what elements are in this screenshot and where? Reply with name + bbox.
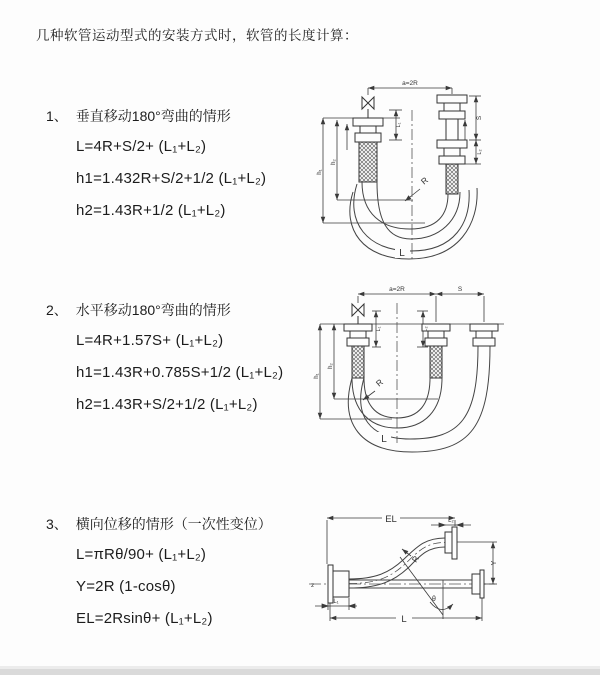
dim-label-r: R [418, 174, 430, 187]
section-3-number: 3、 [46, 516, 68, 532]
dim-label-l1: L₁ [376, 326, 382, 332]
section-1-number: 1、 [46, 108, 68, 124]
section-3-title: 横向位移的情形（一次性变位） [75, 516, 272, 532]
lateral-displacement-drawing [303, 502, 503, 648]
section-2-heading [46, 300, 283, 320]
dim-label-l-total: L [401, 614, 407, 625]
formula-line: EL=2Rsinθ+ (L₁+L₂) [76, 609, 213, 627]
dim-label-a2r: a=2R [389, 286, 405, 293]
dim-label-h1: h₁ [317, 169, 323, 175]
section-1-title: 垂直移动180°弯曲的情形 [75, 108, 231, 124]
section-2-formulas [46, 324, 283, 420]
dim-label-h1: h₁ [314, 373, 320, 379]
lower-flange-fitting [472, 570, 484, 598]
dim-label-r: R [410, 554, 421, 565]
formula-line: h2=1.43R+S/2+1/2 (L₁+L₂) [76, 395, 258, 413]
dim-label-s: S [457, 286, 463, 293]
left-flange-fitting [353, 118, 383, 182]
section-1-formulas [46, 130, 266, 226]
scan-edge [0, 669, 600, 675]
right-flange-fitting [437, 95, 467, 194]
diagram-lateral-displacement [303, 502, 503, 648]
right-flange-fitting [470, 324, 498, 346]
dim-label-r: R [373, 376, 385, 389]
dim-label-a2r: a=2R [402, 80, 418, 87]
dim-label-y: Y [491, 560, 498, 566]
valve-icon [362, 97, 374, 118]
formula-line: L=4R+S/2+ (L₁+L₂) [76, 137, 207, 155]
formula-line: h1=1.432R+S/2+1/2 (L₁+L₂) [76, 169, 267, 187]
section-1-heading [46, 106, 266, 126]
braided-hose-section [446, 164, 458, 194]
braided-hose-section [430, 346, 442, 378]
formula-line: h2=1.43R+1/2 (L₁+L₂) [76, 201, 226, 219]
valve-icon [352, 304, 364, 324]
braided-hose-section [352, 346, 364, 378]
dim-label-h2: h₂ [331, 159, 337, 165]
page-title: 几种软管运动型式的安装方式时，软管的长度计算： [36, 28, 358, 43]
dim-label-h2: h₂ [328, 363, 334, 369]
section-3-heading [46, 514, 272, 534]
diagram-vertical-u-bend [312, 72, 594, 264]
section-lateral-displacement [46, 514, 272, 634]
left-flange-fitting [344, 324, 372, 378]
horizontal-u-bend-drawing [308, 281, 598, 457]
formula-line: L=4R+1.57S+ (L₁+L₂) [76, 331, 224, 349]
dim-label-l2: L₂ [477, 149, 483, 155]
section-2-title: 水平移动180°弯曲的情形 [75, 302, 231, 318]
formula-line: h1=1.43R+0.785S+1/2 (L₁+L₂) [76, 363, 284, 381]
formula-line: L=πRθ/90+ (L₁+L₂) [76, 545, 207, 563]
dim-label-l2: L₂ [423, 326, 429, 332]
formula-line: Y=2R (1-cosθ) [76, 577, 176, 595]
vertical-u-bend-drawing [312, 72, 594, 264]
dim-label-s: S [476, 115, 483, 121]
dim-label-theta: θ [432, 596, 436, 603]
dim-label-l2: L₂ [448, 518, 454, 524]
pipe-break-symbol: z [311, 582, 315, 589]
dim-label-l-total: L [381, 434, 387, 445]
section-vertical-movement [46, 106, 266, 226]
dim-label-el: EL [385, 514, 397, 525]
braided-hose-section [359, 142, 377, 182]
dim-label-l-total: L [399, 248, 405, 259]
dimension-lines [320, 294, 504, 419]
left-flange-fitting [328, 565, 349, 603]
diagram-horizontal-u-bend [308, 281, 598, 457]
dim-label-l1: L₁ [333, 599, 339, 605]
section-2-number: 2、 [46, 302, 68, 318]
dim-label-l1: L₁ [396, 122, 402, 128]
section-horizontal-movement [46, 300, 283, 420]
upper-flange-fitting [445, 527, 457, 559]
section-3-formulas [46, 538, 272, 634]
